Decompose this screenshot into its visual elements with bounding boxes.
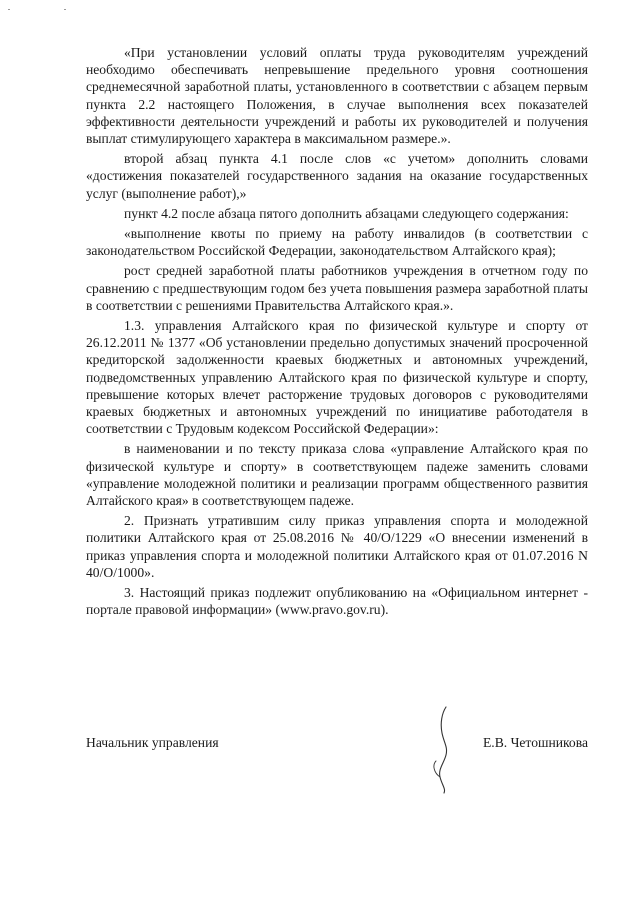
paragraph-item-1-3: 1.3. управления Алтайского края по физической культуре и спорту от 26.12.2011 № 1377 «Об установлении предельно допустимых значений просроченной кредиторской задолженности краевых бюджетных и автономных учреждений, подведомственных управлению Алтайского края по физической культуре и спорту, превышение которых влечет расторжение трудовых договоров с руководителями краевых бюджетных и автономных учреждений по инициативе работодателя в соответствии с Трудовым кодексом Российской Федерации»:: [86, 318, 588, 437]
scan-marks: [8, 6, 78, 14]
paragraph-item-3: 3. Настоящий приказ подлежит опубликованию на «Официальном интернет - портале правовой информации» (www.pravo.gov.ru).: [86, 585, 588, 618]
signature-block: [86, 734, 588, 774]
document-body: [86, 44, 588, 622]
paragraph-item-2: 2. Признать утратившим силу приказ управления спорта и молодежной политики Алтайского края от 25.08.2016 № 40/О/1229 «О внесении изменений в приказ управления спорта и молодежной политики Алтайского края от 01.07.2016 N 40/О/1000».: [86, 513, 588, 580]
paragraph-rename: в наименовании и по тексту приказа слова «управление Алтайского края по физической культуре и спорту» в соответствующем падеже заменить словами «управление молодежной политики и реализации программ общественного развития Алтайского края» в соответствующем падеже.: [86, 441, 588, 509]
paragraph-salary-growth: рост средней заработной платы работников учреждения в отчетном году по сравнению с предшествующим годом без учета повышения размера заработной платы в соответствии с решениями Правительства Алтайского края.».: [86, 263, 588, 313]
signer-position: Начальник управления: [86, 735, 219, 750]
paragraph-amend-4-1: второй абзац пункта 4.1 после слов «с учетом» дополнить словами «достижения показателей государственного задания на оказание государственных услуг (выполнение работ),»: [86, 151, 588, 201]
paragraph-quota-invalids: «выполнение квоты по приему на работу инвалидов (в соответствии с законодательством Российской Федерации, законодательством Алтайского края);: [86, 226, 588, 259]
paragraph-quoted-clause: «При установлении условий оплаты труда руководителям учреждений необходимо обеспечивать непревышение предельного уровня соотношения среднемесячной заработной платы, установленного в соответствии с абзацем первым пункта 2.2 настоящего Положения, в случае выполнения всех показателей эффективности деятельности учреждений и работы их руководителей и получения выплат стимулирующего характера в максимальном размере.».: [86, 45, 588, 147]
paragraph-amend-4-2: пункт 4.2 после абзаца пятого дополнить абзацами следующего содержания:: [124, 205, 569, 221]
signer-name: Е.В. Четошникова: [483, 735, 588, 750]
